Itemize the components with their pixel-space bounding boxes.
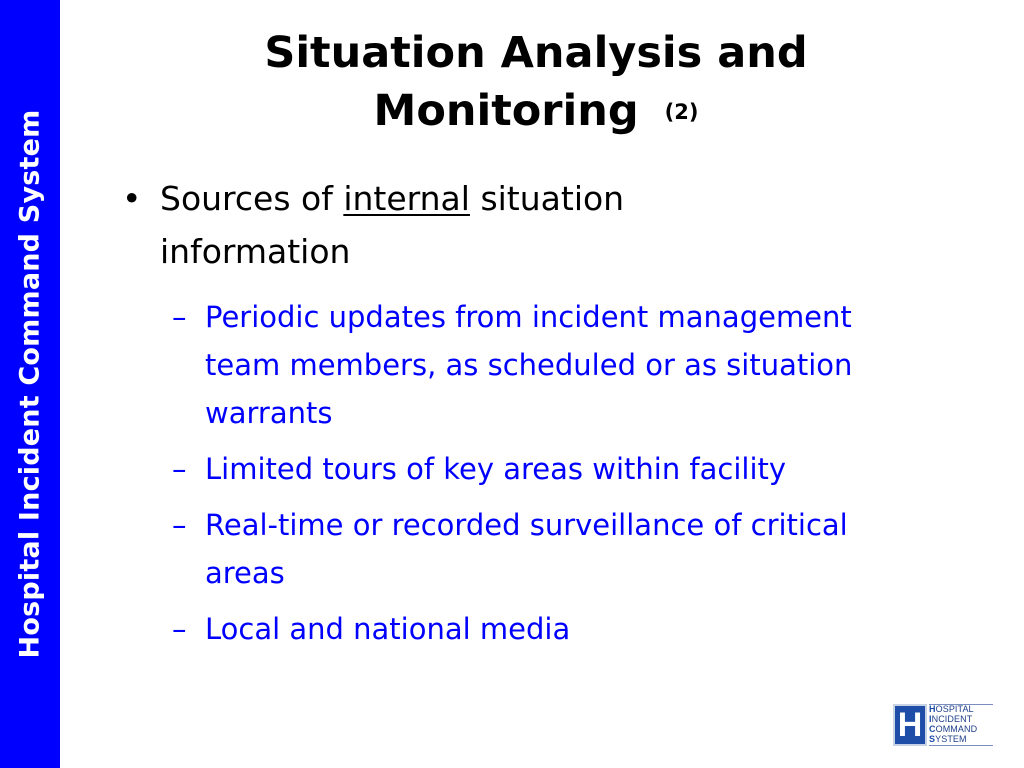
sub-bullet-text: Periodic updates from incident management team members, as scheduled or as situation warrants [205, 300, 853, 430]
sub-bullet-dash: – [172, 452, 187, 486]
logo-wordmark [929, 704, 993, 746]
logo-rest: YSTEM [935, 734, 967, 745]
bullet-suffix: situation information [160, 179, 625, 271]
logo-initial: I [929, 714, 932, 725]
sub-bullet-item [172, 605, 932, 653]
sub-bullet-dash: – [172, 508, 187, 542]
sub-bullet-item [172, 293, 932, 437]
title-page-suffix: (2) [664, 100, 699, 124]
sidebar-label: Hospital Incident Command System [14, 109, 46, 659]
logo-rest: NCIDENT [931, 714, 973, 725]
logo-word [929, 735, 993, 745]
main-bullet [122, 172, 762, 278]
logo-rest: OSPITAL [935, 704, 974, 714]
logo-initial: C [929, 724, 936, 735]
sub-bullet-text: Limited tours of key areas within facility [205, 452, 787, 486]
bullet-prefix: Sources of [160, 179, 344, 218]
bullet-emphasis: internal [343, 179, 470, 218]
logo-rest: OMMAND [935, 724, 978, 735]
sub-bullet-dash: – [172, 612, 187, 646]
bullet-marker: • [122, 179, 142, 218]
logo-word [929, 715, 993, 725]
sub-bullet-list [172, 293, 932, 661]
bullet-text [160, 172, 762, 278]
logo-word [929, 725, 993, 735]
logo-initial: S [929, 734, 936, 745]
logo-letter-icon: H [893, 704, 927, 746]
title-line-2 [200, 82, 872, 141]
slide-title [200, 24, 872, 141]
sub-bullet-dash: – [172, 300, 187, 334]
logo-initial: H [929, 704, 936, 714]
sidebar-band [0, 0, 60, 768]
sub-bullet-text: Real-time or recorded surveillance of critical areas [205, 508, 848, 590]
sub-bullet-text: Local and national media [205, 612, 571, 646]
sub-bullet-item [172, 445, 932, 493]
logo-word [929, 705, 993, 715]
sub-bullet-item [172, 501, 932, 597]
title-line-1: Situation Analysis and [264, 28, 808, 78]
title-line-2-text: Monitoring [373, 86, 639, 136]
hics-logo [893, 704, 993, 746]
